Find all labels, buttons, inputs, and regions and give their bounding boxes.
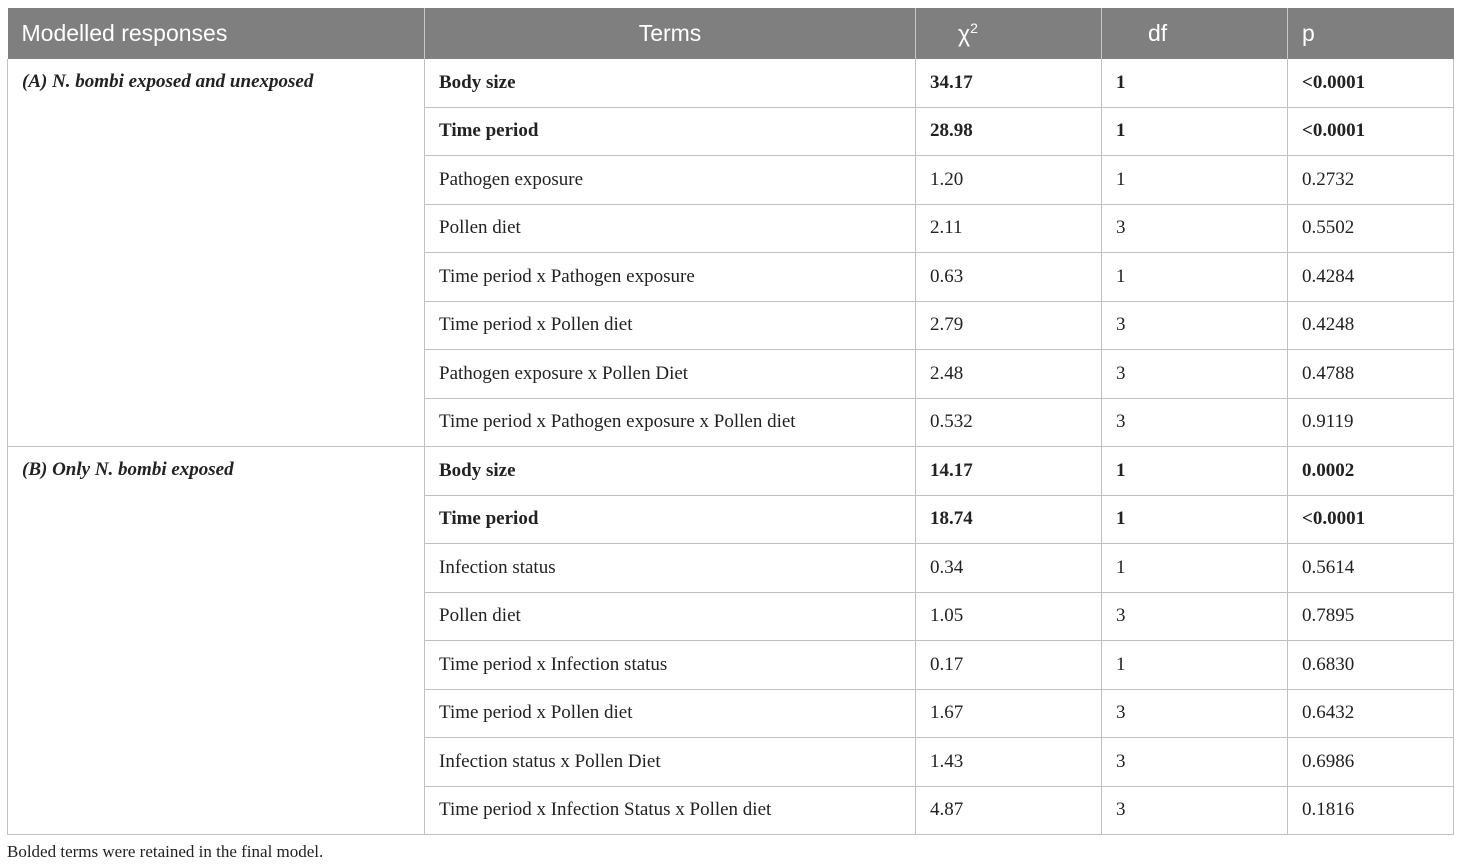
df-cell: 3 <box>1102 689 1288 738</box>
header-chi-squared <box>916 8 1102 59</box>
chi2-cell: 0.532 <box>916 398 1102 447</box>
header-df: df <box>1102 8 1288 59</box>
group-label: (A) N. bombi exposed and unexposed <box>8 59 425 447</box>
p-cell: 0.5502 <box>1288 204 1454 253</box>
chi2-cell: 1.20 <box>916 156 1102 205</box>
header-chi-superscript: 2 <box>970 19 978 36</box>
p-cell: <0.0001 <box>1288 59 1454 107</box>
chi2-cell: 34.17 <box>916 59 1102 107</box>
p-cell: 0.4248 <box>1288 301 1454 350</box>
chi2-cell: 0.17 <box>916 641 1102 690</box>
chi2-cell: 28.98 <box>916 107 1102 156</box>
chi2-cell: 14.17 <box>916 447 1102 496</box>
p-cell: 0.4788 <box>1288 350 1454 399</box>
term-cell: Pathogen exposure x Pollen Diet <box>425 350 916 399</box>
df-cell: 3 <box>1102 738 1288 787</box>
term-cell: Time period x Infection Status x Pollen diet <box>425 786 916 835</box>
chi2-cell: 2.48 <box>916 350 1102 399</box>
p-cell: 0.9119 <box>1288 398 1454 447</box>
term-cell: Time period x Pathogen exposure x Pollen diet <box>425 398 916 447</box>
df-cell: 3 <box>1102 592 1288 641</box>
term-cell: Time period <box>425 495 916 544</box>
chi2-cell: 0.34 <box>916 544 1102 593</box>
header-row <box>8 8 1454 59</box>
term-cell: Time period x Pollen diet <box>425 301 916 350</box>
p-cell: 0.7895 <box>1288 592 1454 641</box>
p-cell: 0.6432 <box>1288 689 1454 738</box>
chi2-cell: 4.87 <box>916 786 1102 835</box>
df-cell: 1 <box>1102 544 1288 593</box>
results-table <box>7 8 1454 835</box>
df-cell: 1 <box>1102 447 1288 496</box>
term-cell: Time period x Pathogen exposure <box>425 253 916 302</box>
p-cell: 0.0002 <box>1288 447 1454 496</box>
df-cell: 1 <box>1102 107 1288 156</box>
table-footnote: Bolded terms were retained in the final model. <box>7 842 324 861</box>
p-cell: 0.4284 <box>1288 253 1454 302</box>
df-cell: 3 <box>1102 350 1288 399</box>
header-p: p <box>1288 8 1454 59</box>
term-cell: Time period <box>425 107 916 156</box>
term-cell: Time period x Infection status <box>425 641 916 690</box>
p-cell: 0.5614 <box>1288 544 1454 593</box>
chi2-cell: 1.43 <box>916 738 1102 787</box>
df-cell: 1 <box>1102 641 1288 690</box>
header-modelled-responses: Modelled responses <box>8 8 425 59</box>
table-row <box>8 447 1454 496</box>
p-cell: 0.6986 <box>1288 738 1454 787</box>
chi2-cell: 18.74 <box>916 495 1102 544</box>
term-cell: Time period x Pollen diet <box>425 689 916 738</box>
df-cell: 1 <box>1102 495 1288 544</box>
df-cell: 1 <box>1102 156 1288 205</box>
table-body <box>8 59 1454 835</box>
term-cell: Infection status x Pollen Diet <box>425 738 916 787</box>
df-cell: 3 <box>1102 786 1288 835</box>
term-cell: Body size <box>425 59 916 107</box>
df-cell: 1 <box>1102 59 1288 107</box>
table-row <box>8 59 1454 107</box>
p-cell: 0.6830 <box>1288 641 1454 690</box>
df-cell: 1 <box>1102 253 1288 302</box>
chi2-cell: 2.79 <box>916 301 1102 350</box>
df-cell: 3 <box>1102 301 1288 350</box>
term-cell: Infection status <box>425 544 916 593</box>
p-cell: <0.0001 <box>1288 107 1454 156</box>
group-label: (B) Only N. bombi exposed <box>8 447 425 835</box>
chi2-cell: 1.05 <box>916 592 1102 641</box>
df-cell: 3 <box>1102 398 1288 447</box>
term-cell: Pathogen exposure <box>425 156 916 205</box>
chi2-cell: 2.11 <box>916 204 1102 253</box>
term-cell: Pollen diet <box>425 592 916 641</box>
p-cell: <0.0001 <box>1288 495 1454 544</box>
chi2-cell: 1.67 <box>916 689 1102 738</box>
term-cell: Body size <box>425 447 916 496</box>
chi2-cell: 0.63 <box>916 253 1102 302</box>
header-terms: Terms <box>425 8 916 59</box>
p-cell: 0.2732 <box>1288 156 1454 205</box>
p-cell: 0.1816 <box>1288 786 1454 835</box>
df-cell: 3 <box>1102 204 1288 253</box>
term-cell: Pollen diet <box>425 204 916 253</box>
header-chi-symbol: χ <box>958 20 971 47</box>
